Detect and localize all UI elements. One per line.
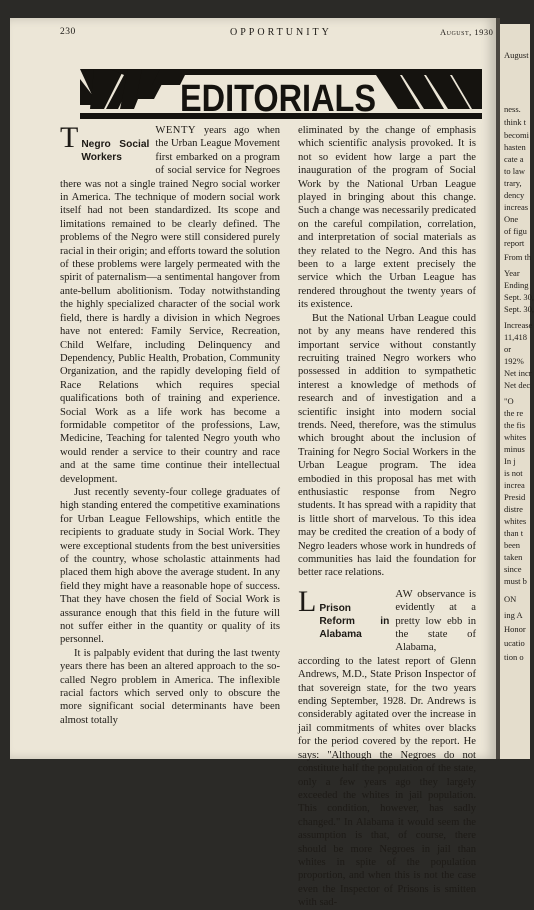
next-page-fragment: "O [504,396,514,406]
drop-cap: T [60,121,79,154]
next-page-fragment: increas [504,202,529,212]
next-page-fragment: One [504,214,519,224]
drop-cap: L [298,584,317,618]
lead-caps: WENTY [155,125,197,136]
lead-caps: AW [395,588,414,600]
page-number: 230 [60,27,76,37]
next-page-fragment: than t [504,528,524,538]
next-page-fragment: since [504,564,522,574]
next-page-fragment: trary, [504,178,522,188]
editorial-1-body: years ago when the Urban League Movement first embarked on a program of social service for Negroes there was not a single trained Negro social worker in America. The technique of modern social work itself had not been standardized. Its scope and limitations remained to be clearly defined. The problems of the Negro were still considered purely racial in their origin; and efforts toward the solution of these problems were largely permeated with the spirit of paternalism—a sentimental hangover from ante-bellum abolitionism. Today notwithstanding the highly specialized character of the social work field, there is hardly a division in which Negroes have not entered: Family Service, Recreation, Child Welfare, including Delinquency and Dependency, Public Health, Probation, Community Organization, and the rapidly developing field of Race Relations which requires special qualifications both of training and experience. Social Work as a life work has become a formidable competitor of the professions, Law, Medicine, Teaching for talented Negro youth who would render a service to their country and race and at the same time continue their intellectual development. [60,125,280,485]
next-page-fragment: distre [504,504,523,514]
next-page-fragment: dency [504,190,525,200]
next-page-fragment: Ending [504,280,529,290]
next-page-fragment: increa [504,480,525,490]
next-page-fragment: 11,418 [504,332,528,342]
editorial-2-opening [298,584,476,910]
next-page-fragment: think t [504,117,526,127]
next-page-fragment: minus [504,444,525,454]
next-page-fragment: ing A [504,610,523,620]
next-page-fragment: Net incr [504,368,532,378]
side-heading-negro-social-workers: Negro Social Workers [81,139,150,163]
next-page-fragment: whites [504,516,527,526]
next-page-fragment: of figu [504,226,527,236]
next-page-fragment: is not [504,468,523,478]
next-page-fragment: or [504,344,512,354]
editorial-1-opening [60,121,280,486]
next-page-fragment: Sept. 30, [504,292,534,302]
next-page-fragment: Increase [504,320,533,330]
editorials-banner [80,65,482,123]
next-page-fragment: ness. [504,104,521,114]
next-page-fragment: taken [504,552,523,562]
next-page-fragment: whites [504,432,527,442]
next-page-fragment: the fis [504,420,526,430]
issue-date: August, 1930 [440,27,494,37]
column-left [60,121,280,727]
next-page-fragment: Sept. 30, [504,304,534,314]
journal-title: OPPORTUNITY [230,27,332,38]
next-page-fragment: to law [504,166,526,176]
editorial-2-body: observance is evidently at a pretty low ebb in the state of Alabama, according to the latest report of Glenn Andrews, M.D., State Prison Inspector of that sovereign state, for the two years ending September, 1928. Dr. Andrews is considerably agitated over the increase in jail commitments of whites over blacks for the period covered by the report. He says: "Although the Negroes do not constitute half the population of the state, only a few years ago they largely exceeded the whites in jail population. This condition, however, has sadly changed." In Alabama it would seem the assumption is that, of course, there should be more Negroes in jail than whites in spite of the population proportion, and when this is not the case even the Inspector of Prisons is smitten with sad- [298,588,476,909]
next-page-fragment: must b [504,576,527,586]
editorial-1-para-2: Just recently seventy-four college graduates of high standing entered the competitive examinations for Urban League Fellowships, which entitle the recipients to graduate study in Social Work. They were exceptional students from the best universities of the country, whose scholastic attainments had placed them high above the average student. In any field they might have a reasonable hope of success. That they have chosen the field of Social Work is assurance enough that this field in the future will not suffer either in the quantity or quality of its personnel. [60,486,280,646]
next-page-fragment: becomi [504,130,530,140]
next-page-fragment: cate a [504,154,524,164]
column-right [298,124,476,910]
editorial-1-para-5: But the National Urban League could not by any means have rendered this important service without constantly recruiting trained Negro workers who possessed in addition to sympathetic interest a knowledge of methods of research and of investigation and a scientific insight into modern social trends. Need, therefore, was the stimulus which brought about the inclusion of Training for Negro Social Workers in the Urban League program. The idea embodied in this proposal has met with enthusiastic response from Negro students. It has spread with a rapidity that is little short of marvelous. To this idea may be credited the creation of a body of Negro leaders whose work in hundreds of communities has laid the foundation for better race relations. [298,312,476,579]
next-page-fragment: August [504,50,529,60]
next-page-fragment: Honor [504,624,526,634]
next-page-fragment: Year [504,268,520,278]
next-page-fragment: report [504,238,525,248]
side-heading-prison-reform: Prison Reform in Alabama [319,602,390,640]
next-page-fragment: the re [504,408,524,418]
banner-title: EDITORIALS [180,78,376,120]
next-page-fragment: In j [504,456,516,466]
next-page-fragment: ON [504,594,517,604]
next-page-fragment: been [504,540,521,550]
next-page-edge [500,24,534,759]
next-page-fragment: Presid [504,492,526,502]
next-page-fragment: ucatio [504,638,525,648]
next-page-fragment: From th [504,252,532,262]
editorial-1-continued: eliminated by the change of emphasis which scientific analysis provoked. It is not so evident how large a part the inauguration of the program of Social Work by the National Urban League played in bringing about this change. Such a change was necessarily predicated on the careful compilation, correlation, and interpretation of social materials as they related to the Negro. And this has been to a large extent precisely the service which the Urban League has rendered throughout the twenty years of its existence. [298,125,476,311]
next-page-fragment: Net dec [504,380,531,390]
editorial-1-para-3: It is palpably evident that during the last twenty years there has been an altered approach to the so-called Negro problem in America. The inflexible racial factors which served only to obscure the more significant social determinants have been almost totally [60,647,280,726]
next-page-fragment: hasten [504,142,526,152]
next-page-fragment: tion o [504,652,524,662]
next-page-fragment: 192% [504,356,524,366]
